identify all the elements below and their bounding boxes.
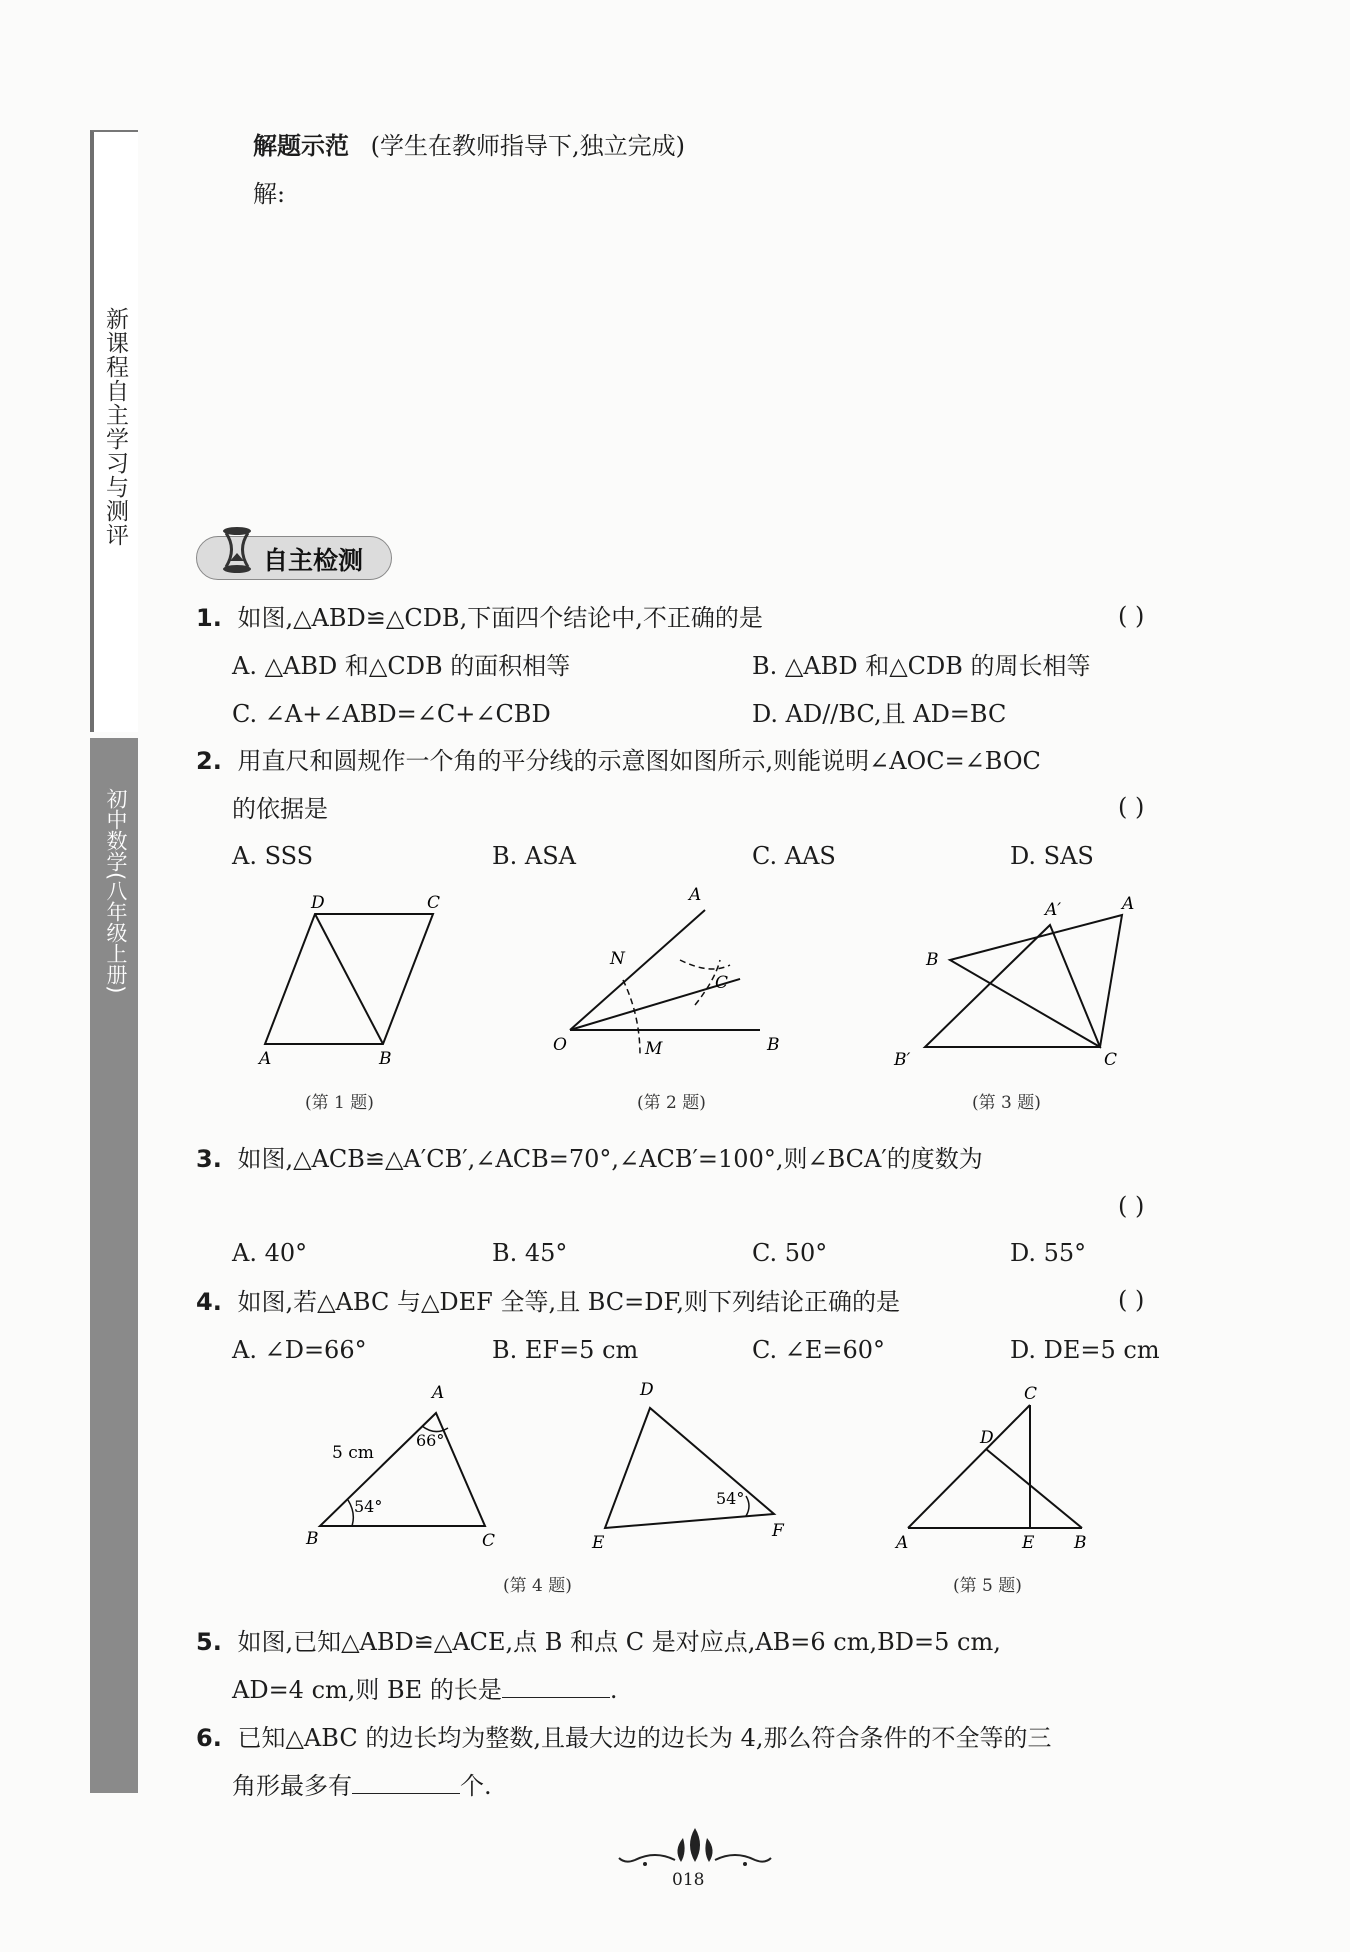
figure-5 — [890, 1383, 1100, 1558]
figure-4 — [300, 1378, 800, 1558]
fig3-label-b: B — [926, 950, 939, 970]
fig5-caption: (第 5 题) — [953, 1576, 1022, 1596]
sidebar-top-text: 新课程自主学习与测评 — [102, 307, 128, 547]
question-5-cont: AD=4 cm,则 BE 的长是 . — [232, 1676, 618, 1704]
fig1-label-d: D — [311, 893, 325, 913]
fig4-label-66: 66° — [416, 1431, 445, 1450]
q4-option-c: C. ∠E=60° — [752, 1336, 886, 1364]
fig4-label-5cm: 5 cm — [332, 1443, 374, 1463]
fig4-label-b: B — [306, 1529, 319, 1549]
fig4-label-d: D — [640, 1380, 654, 1400]
fig2-label-a: A — [689, 885, 702, 905]
question-1: 1. 如图,△ABD≌△CDB,下面四个结论中,不正确的是 — [196, 604, 763, 632]
fig1-label-a: A — [259, 1049, 272, 1069]
fig4-caption: (第 4 题) — [503, 1576, 572, 1596]
fig3-label-a-prime: A′ — [1045, 900, 1062, 920]
hourglass-icon — [217, 525, 257, 575]
fig1-caption: (第 1 题) — [305, 1093, 374, 1113]
q4-option-d: D. DE=5 cm — [1010, 1336, 1160, 1364]
q4-option-a: A. ∠D=66° — [232, 1336, 367, 1364]
sidebar-subject — [90, 738, 138, 1793]
fig2-label-c: C — [715, 973, 729, 993]
page-number: 018 — [672, 1870, 705, 1890]
q3-option-a: A. 40° — [232, 1239, 308, 1267]
demo-note: (学生在教师指导下,独立完成) — [370, 132, 685, 160]
fig5-label-a: A — [896, 1533, 909, 1553]
sidebar-book-title — [90, 130, 138, 732]
fig5-label-b: B — [1074, 1533, 1087, 1553]
fig4-label-a: A — [432, 1383, 445, 1403]
sidebar-bottom-text: 初中数学(八年级上册) — [104, 788, 128, 994]
fig4-label-c: C — [482, 1531, 496, 1551]
section-title: 自主检测 — [263, 546, 364, 575]
fig4-label-54a: 54° — [354, 1497, 383, 1516]
q3-option-d: D. 55° — [1010, 1239, 1087, 1267]
fig2-label-n: N — [610, 949, 625, 969]
section-badge — [196, 536, 392, 580]
flourish-ornament-icon — [615, 1820, 775, 1870]
question-6: 6. 已知△ABC 的边长均为整数,且最大边的边长为 4,那么符合条件的不全等的三 — [196, 1724, 1052, 1752]
fig2-caption: (第 2 题) — [637, 1093, 706, 1113]
q2-option-b: B. ASA — [492, 842, 576, 870]
fig4-label-e: E — [592, 1533, 605, 1553]
question-2: 2. 用直尺和圆规作一个角的平分线的示意图如图所示,则能说明∠AOC=∠BOC — [196, 747, 1041, 775]
answer-paren-4: ( ) — [1118, 1286, 1145, 1314]
demo-heading-line — [253, 130, 685, 162]
q1-option-a: A. △ABD 和△CDB 的面积相等 — [232, 652, 571, 680]
fig5-label-e: E — [1022, 1533, 1035, 1553]
fig2-label-o: O — [553, 1035, 567, 1055]
q3-option-c: C. 50° — [752, 1239, 828, 1267]
question-6-cont: 角形最多有 个. — [232, 1772, 492, 1800]
fig3-label-b-prime: B′ — [894, 1050, 911, 1070]
q1-option-c: C. ∠A+∠ABD=∠C+∠CBD — [232, 700, 551, 728]
answer-blank-5[interactable] — [502, 1675, 610, 1698]
question-4: 4. 如图,若△ABC 与△DEF 全等,且 BC=DF,则下列结论正确的是 — [196, 1288, 901, 1316]
q2-option-d: D. SAS — [1010, 842, 1094, 870]
fig3-label-a: A — [1122, 894, 1135, 914]
question-2-cont: 的依据是 — [232, 795, 328, 823]
fig5-label-d: D — [980, 1428, 994, 1448]
question-5: 5. 如图,已知△ABD≌△ACE,点 B 和点 C 是对应点,AB=6 cm,BD=5 cm, — [196, 1628, 1001, 1656]
question-3: 3. 如图,△ACB≌△A′CB′,∠ACB=70°,∠ACB′=100°,则∠BCA′的度数为 — [196, 1145, 983, 1173]
q1-option-b: B. △ABD 和△CDB 的周长相等 — [752, 652, 1091, 680]
fig4-label-54b: 54° — [716, 1489, 745, 1508]
figure-3 — [890, 885, 1140, 1075]
fig2-label-m: M — [645, 1039, 663, 1059]
q2-option-a: A. SSS — [232, 842, 314, 870]
q2-option-c: C. AAS — [752, 842, 836, 870]
q3-option-b: B. 45° — [492, 1239, 568, 1267]
fig1-label-b: B — [379, 1049, 392, 1069]
fig1-label-c: C — [427, 893, 441, 913]
fig3-label-c: C — [1104, 1050, 1118, 1070]
q4-option-b: B. EF=5 cm — [492, 1336, 639, 1364]
answer-paren-2: ( ) — [1118, 793, 1145, 821]
fig5-label-c: C — [1024, 1384, 1038, 1404]
answer-label: 解: — [253, 180, 286, 208]
fig3-caption: (第 3 题) — [972, 1093, 1041, 1113]
answer-paren-3: ( ) — [1118, 1192, 1145, 1220]
answer-blank-6[interactable] — [352, 1771, 460, 1794]
q1-option-d: D. AD//BC,且 AD=BC — [752, 700, 1007, 728]
demo-heading: 解题示范 — [253, 132, 349, 160]
figure-1 — [255, 890, 455, 1070]
fig2-label-b: B — [767, 1035, 780, 1055]
answer-paren-1: ( ) — [1118, 602, 1145, 630]
figure-2 — [545, 880, 795, 1070]
fig4-label-f: F — [772, 1521, 784, 1541]
